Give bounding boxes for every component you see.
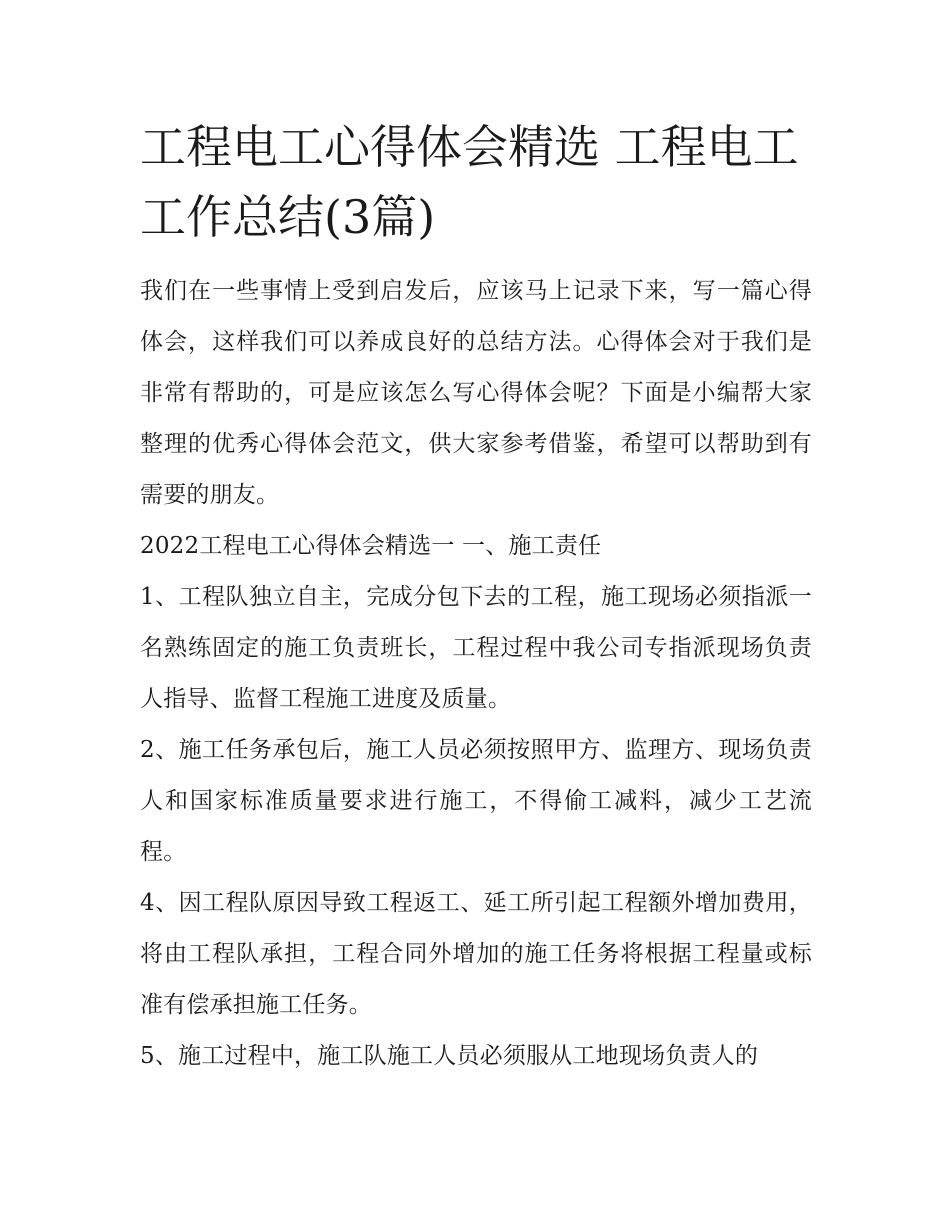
document-page bbox=[140, 112, 812, 1082]
paragraph-intro: 我们在一些事情上受到启发后，应该马上记录下来，写一篇心得体会，这样我们可以养成良好的总结方法。心得体会对于我们是非常有帮助的，可是应该怎么写心得体会呢？下面是小编帮大家整理的优秀心得体会范文，供大家参考借鉴，希望可以帮助到有需要的朋友。 bbox=[140, 278, 812, 508]
paragraph-item-1: 1、工程队独立自主，完成分包下去的工程，施工现场必须指派一名熟练固定的施工负责班长，工程过程中我公司专指派现场负责人指导、监督工程施工进度及质量。 bbox=[140, 584, 812, 712]
paragraph-section-heading: 2022工程电工心得体会精选一 一、施工责任 bbox=[140, 533, 602, 559]
document-title: 工程电工心得体会精选 工程电工工作总结(3篇) bbox=[140, 120, 799, 244]
paragraph-item-2: 2、施工任务承包后，施工人员必须按照甲方、监理方、现场负责人和国家标准质量要求进行施工，不得偷工减料，减少工艺流程。 bbox=[140, 737, 812, 865]
paragraph-item-4: 4、因工程队原因导致工程返工、延工所引起工程额外增加费用，将由工程队承担，工程合同外增加的施工任务将根据工程量或标准有偿承担施工任务。 bbox=[140, 890, 812, 1018]
paragraph-item-5: 5、施工过程中，施工队施工人员必须服从工地现场负责人的 bbox=[140, 1043, 759, 1069]
